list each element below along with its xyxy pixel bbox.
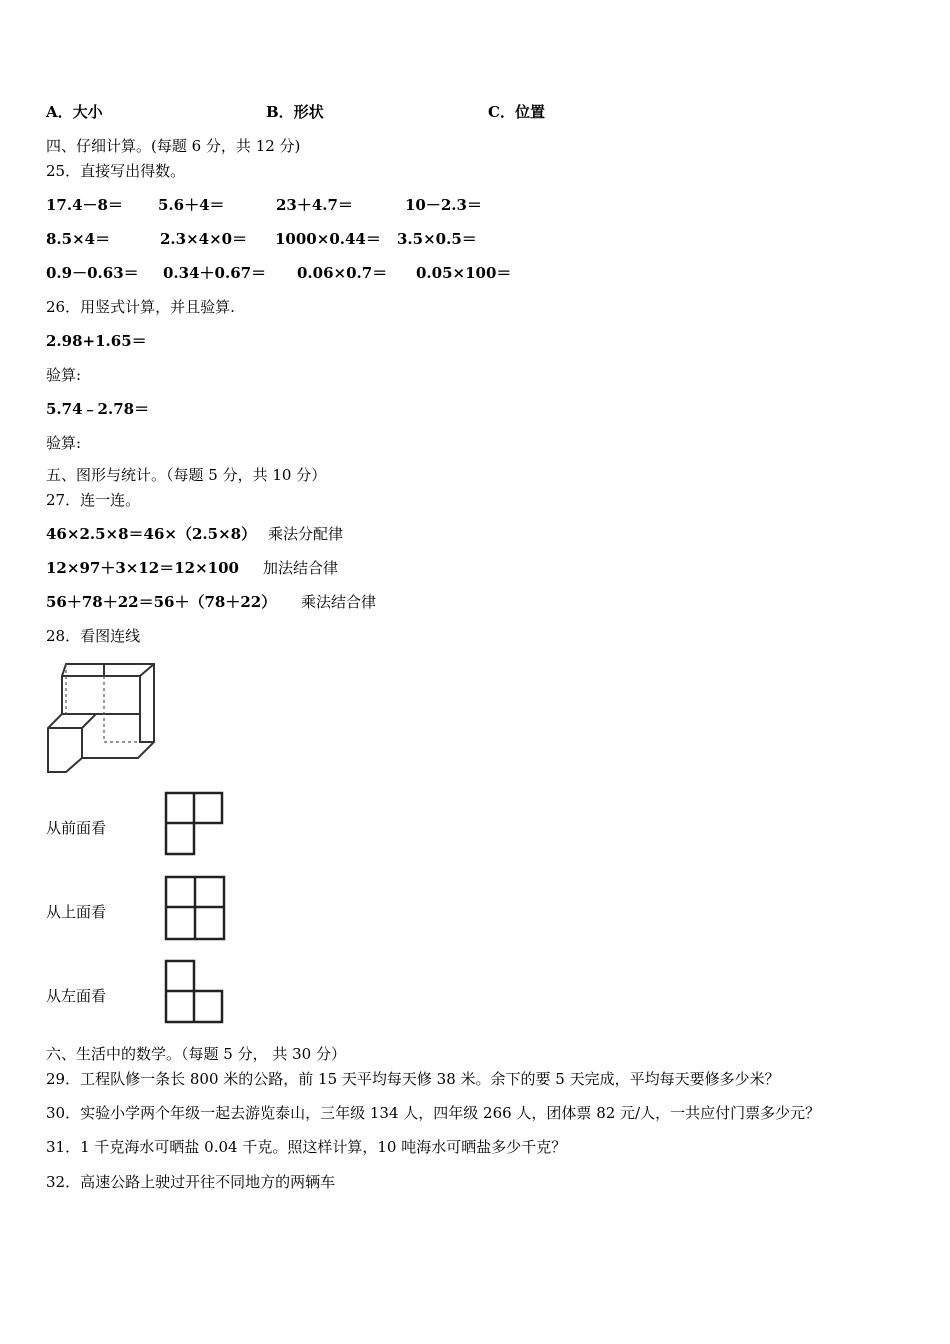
section4-title: 四、仔细计算。(每题 6 分，共 12 分) xyxy=(46,137,301,155)
q26-check2: 验算: xyxy=(46,434,82,452)
option-a: A．大小 xyxy=(46,103,103,121)
q31: 31．1 千克海水可晒盐 0.04 千克。照这样计算，10 吨海水可晒盐多少千克？ xyxy=(46,1138,567,1156)
calc-item: 3.5×0.5＝ xyxy=(397,230,477,248)
calc-item: 0.34＋0.67＝ xyxy=(163,264,267,282)
section5-title: 五、图形与统计。（每题 5 分，共 10 分） xyxy=(46,466,327,484)
view-label-top: 从上面看 xyxy=(46,903,107,921)
q27-expr: 46×2.5×8＝46×（2.5×8） xyxy=(46,525,257,543)
view-label-left: 从左面看 xyxy=(46,987,107,1005)
calc-item: 10－2.3＝ xyxy=(405,196,482,214)
section6-title: 六、生活中的数学。（每题 5 分， 共 30 分） xyxy=(46,1045,346,1063)
q27-expr: 56＋78＋22＝56＋（78＋22） xyxy=(46,593,277,611)
cube-figure xyxy=(44,656,164,776)
calc-item: 23＋4.7＝ xyxy=(276,196,353,214)
q30: 30．实验小学两个年级一起去游览泰山，三年级 134 人，四年级 266 人，团体票 82 元/人，一共应付门票多少元？ xyxy=(46,1104,821,1122)
q26-check1: 验算: xyxy=(46,366,82,384)
q27-prompt: 27．连一连。 xyxy=(46,491,141,509)
q27-law: 加法结合律 xyxy=(263,559,339,577)
q29: 29．工程队修一条长 800 米的公路，前 15 天平均每天修 38 米。余下的要 5 天完成，平均每天要修多少米？ xyxy=(46,1070,780,1088)
top-view-figure xyxy=(163,874,227,942)
calc-item: 0.05×100＝ xyxy=(416,264,512,282)
q26-expr2: 5.74﹣2.78＝ xyxy=(46,400,150,418)
calc-item: 2.3×4×0＝ xyxy=(160,230,248,248)
calc-item: 8.5×4＝ xyxy=(46,230,111,248)
option-b: B．形状 xyxy=(266,103,324,121)
q26-prompt: 26．用竖式计算，并且验算. xyxy=(46,298,235,316)
q26-expr1: 2.98+1.65＝ xyxy=(46,332,147,350)
option-c: C．位置 xyxy=(488,103,545,121)
view-label-front: 从前面看 xyxy=(46,819,107,837)
q25-prompt: 25．直接写出得数。 xyxy=(46,162,186,180)
q27-law: 乘法分配律 xyxy=(268,525,344,543)
calc-item: 17.4－8＝ xyxy=(46,196,123,214)
q28-prompt: 28．看图连线 xyxy=(46,627,141,645)
calc-item: 0.06×0.7＝ xyxy=(297,264,388,282)
q27-expr: 12×97＋3×12＝12×100 xyxy=(46,559,239,577)
front-view-figure xyxy=(163,790,225,858)
calc-item: 1000×0.44＝ xyxy=(275,230,381,248)
left-view-figure xyxy=(163,958,225,1026)
q32: 32．高速公路上驶过开往不同地方的两辆车 xyxy=(46,1173,336,1191)
calc-item: 0.9－0.63＝ xyxy=(46,264,139,282)
q27-law: 乘法结合律 xyxy=(301,593,377,611)
calc-item: 5.6＋4＝ xyxy=(158,196,225,214)
